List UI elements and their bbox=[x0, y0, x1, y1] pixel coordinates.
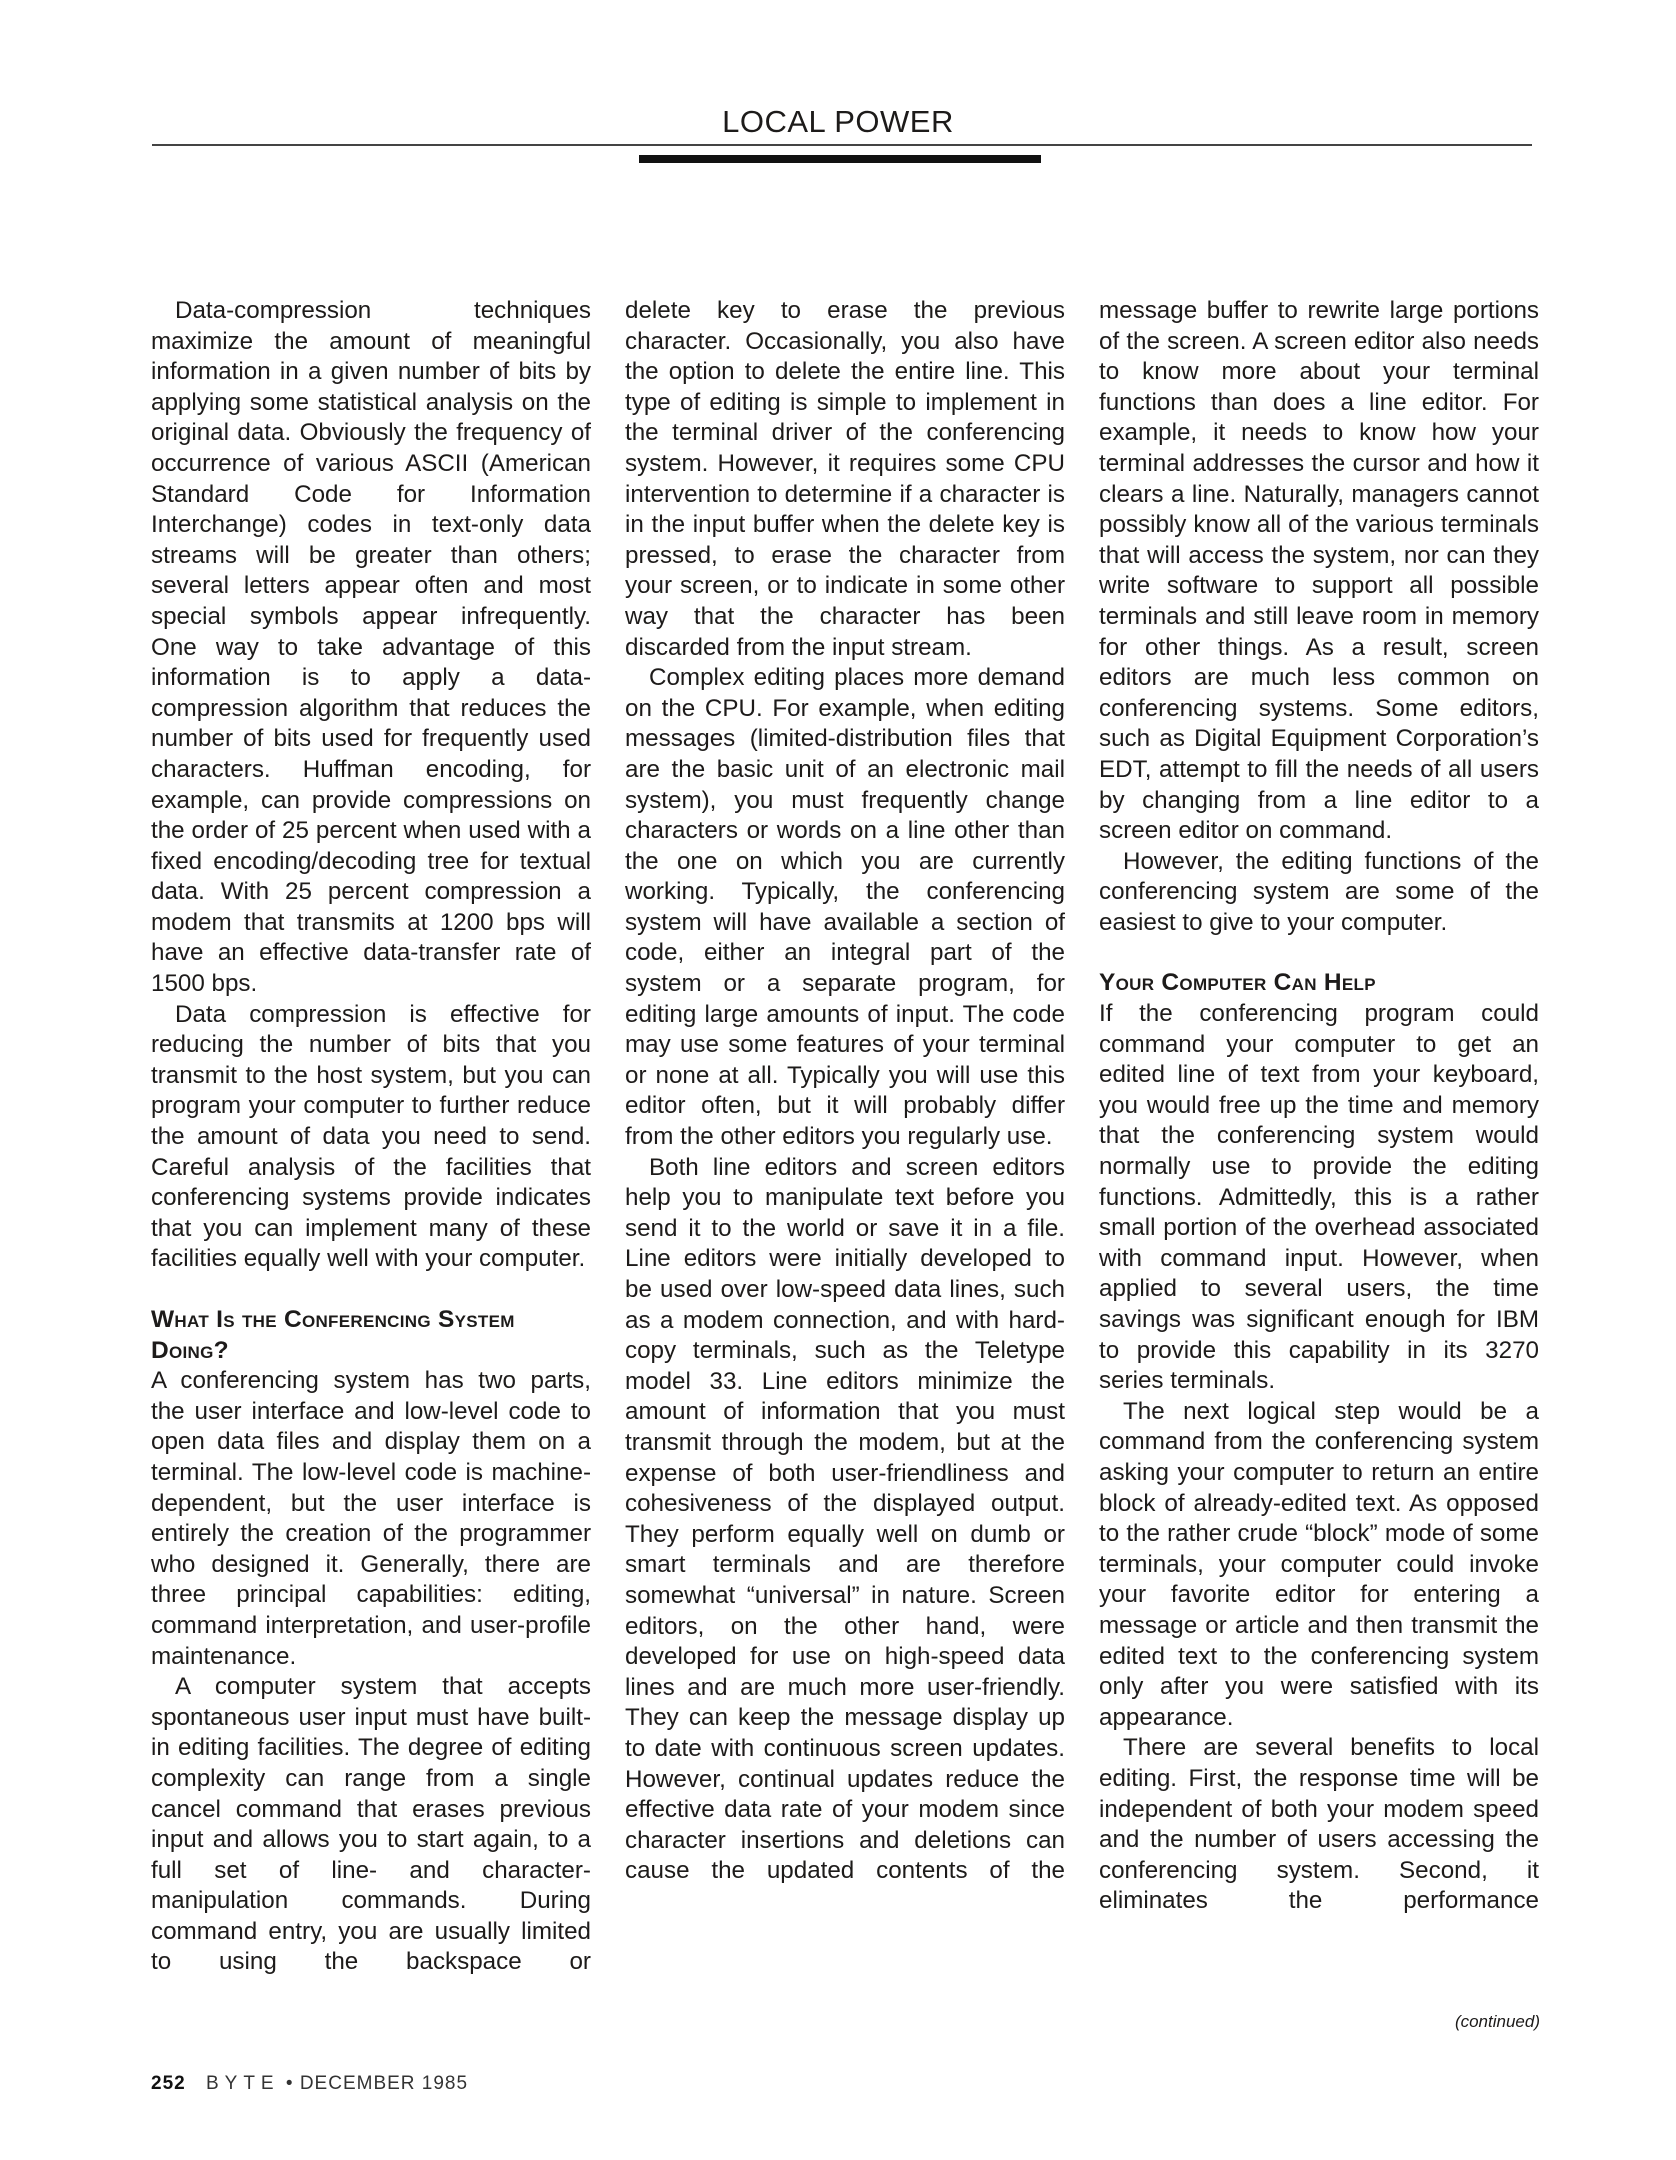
running-head: LOCAL POWER bbox=[722, 104, 954, 139]
page-footer bbox=[151, 2073, 468, 2095]
page-number: 252 bbox=[151, 2073, 186, 2094]
continued-note: (continued) bbox=[1454, 2012, 1540, 2031]
paragraph: A conferencing system has two parts, the user interface and low-level code to open data files and display them on a terminal. The low-level code is machine-dependent, but the user interface is entirely the creation of the programmer who designed it. Generally, there are three principal capabilities: editing, command interpretation, and user-profile maintenance. bbox=[151, 1367, 591, 1670]
header-bar bbox=[639, 155, 1041, 163]
paragraph: However, the editing functions of the conferencing system are some of the easiest to give to your computer. bbox=[1099, 847, 1539, 936]
column-1 bbox=[151, 296, 591, 1978]
paragraph: Data-compression techniques maximize the amount of meaningful information in a given number of bits by applying some statistical analysis on the original data. Obviously the frequency of occurrence of various ASCII (American Standard Code for Information Interchange) codes in text-only data streams will be greater than others; several letters appear often and most special symbols appear infrequently. One way to take advantage of this information is to apply a data-compression algorithm that reduces the number of bits used for frequently used characters. Huffman encoding, for example, can provide compressions on the order of 25 percent when used with a fixed encoding/decoding tree for textual data. With 25 percent compression a modem that transmits at 1200 bps will have an effective data-transfer rate of 1500 bps. bbox=[151, 297, 591, 998]
paragraph: delete key to erase the previous character. Occasionally, you also have the option to delete the entire line. This type of editing is simple to implement in the terminal driver of the conferencing system. However, it requires some CPU intervention to determine if a character is in the input buffer when the delete key is pressed, to erase the character from your screen, or to indicate in some other way that the character has been discarded from the input stream. bbox=[625, 297, 1065, 661]
paragraph: message buffer to rewrite large portions of the screen. A screen editor also needs to know more about your terminal functions than does a line editor. For example, it needs to know how your terminal addresses the cursor and how it clears a line. Naturally, managers cannot possibly know all of the various terminals that will access the system, nor can they write software to support all possible terminals and still leave room in memory for other things. As a result, screen editors are much less common on conferencing systems. Some editors, such as Digital Equipment Corporation’s EDT, attempt to fill the needs of all users by changing from a line editor to a screen editor on command. bbox=[1099, 297, 1539, 845]
footer-separator: • bbox=[285, 2073, 294, 2094]
section-heading: Your Computer Can Help bbox=[1099, 969, 1376, 997]
issue-date: DECEMBER 1985 bbox=[299, 2073, 469, 2094]
paragraph: The next logical step would be a command from the conferencing system asking your computer to return an entire block of already-edited text. As opposed to the rather crude “block” mode of some terminals, your computer could invoke your favorite editor for entering a message or article and then transmit the edited text to the conferencing system only after you were satisfied with its appearance. bbox=[1099, 1397, 1539, 1731]
paragraph: Data compression is effective for reducing the number of bits that you transmit to the host system, but you can program your computer to further reduce the amount of data you need to send. Careful analysis of the facilities that conferencing systems provide indicates that you can implement many of these facilities equally well with your computer. bbox=[151, 1000, 591, 1273]
paragraph: Both line editors and screen editors help you to manipulate text before you send it to the world or save it in a file. Line editors were initially developed to be used over low-speed data lines, such as a modem connection, and with hard-copy terminals, such as the Teletype model 33. Line editors minimize the amount of information that you must transmit through the modem, but at the expense of both user-friendliness and cohesiveness of the displayed output. They perform equally well on dumb or smart terminals and are therefore somewhat “universal” in nature. Screen editors, on the other hand, were developed for use on high-speed data lines and are much more user-friendly. They can keep the message display up to date with continuous screen updates. However, continual updates reduce the effective data rate of your modem since character insertions and deletions can cause the updated contents of the bbox=[625, 1153, 1065, 1885]
column-3 bbox=[1099, 296, 1539, 1917]
paragraph: If the conferencing program could command your computer to get an edited line of text from your keyboard, you would free up the time and memory that the conferencing system would normally use to provide the editing functions. Admittedly, this is a rather small portion of the overhead associated with command input. However, when applied to several users, the time savings was significant enough for IBM to provide this capability in its 3270 series terminals. bbox=[1099, 1000, 1539, 1395]
magazine-name: BYTE bbox=[205, 2073, 280, 2094]
paragraph: There are several benefits to local editing. First, the response time will be independent of both your modem speed and the number of users accessing the conferencing system. Second, it eliminates the performance bbox=[1099, 1734, 1539, 1915]
paragraph: A computer system that accepts spontaneous user input must have built-in editing facilities. The degree of editing complexity can range from a single cancel command that erases previous input and allows you to start again, to a full set of line- and character-manipulation commands. During command entry, you are usually limited to using the backspace or bbox=[151, 1673, 591, 1976]
column-2 bbox=[625, 296, 1065, 1887]
paragraph: Complex editing places more demand on the CPU. For example, when editing messages (limited-distribution files that are the basic unit of an electronic mail system), you must frequently change characters or words on a line other than the one on which you are currently working. Typically, the conferencing system will have available a section of code, either an integral part of the system or a separate program, for editing large amounts of input. The code may use some features of your terminal or none at all. Typically you will use this editor often, but it will probably differ from the other editors you regularly use. bbox=[625, 664, 1065, 1151]
section-heading: What Is the Conferencing System Doing? bbox=[151, 1306, 515, 1364]
header-rule bbox=[152, 144, 1532, 146]
